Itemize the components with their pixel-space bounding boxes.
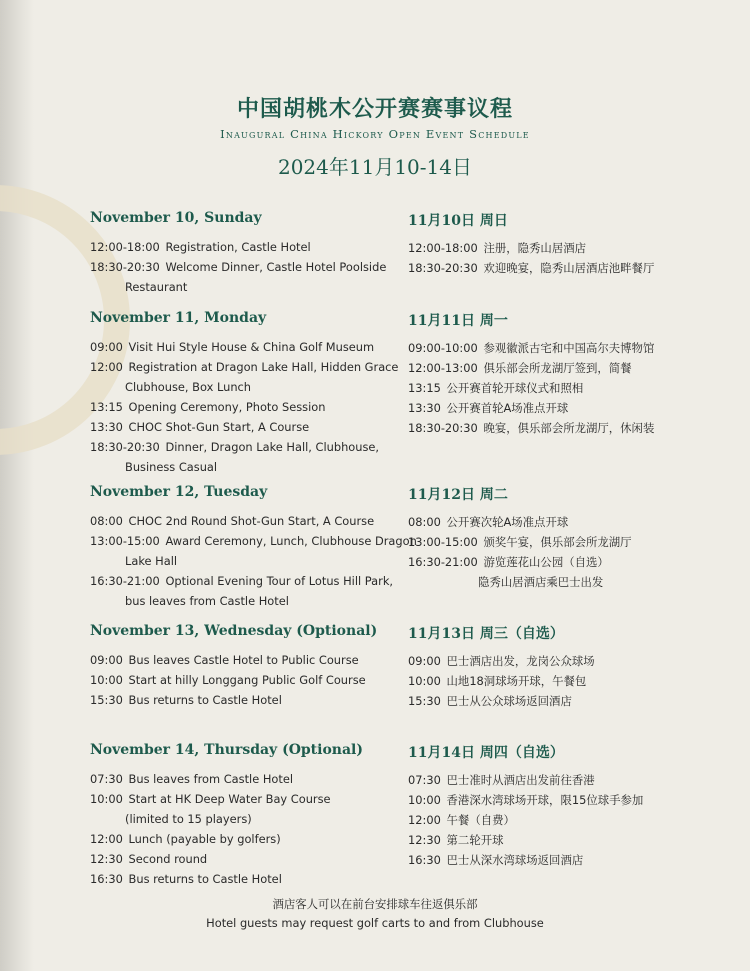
time-label: 12:00 xyxy=(90,360,123,374)
en-schedule-line xyxy=(90,440,379,454)
activity-text: 颁奖午宴，俱乐部会所龙湖厅 xyxy=(483,535,632,549)
activity-text: 巴士从深水湾球场返回酒店 xyxy=(446,853,584,867)
zh-schedule-line xyxy=(408,240,586,256)
zh-schedule-line xyxy=(408,832,504,848)
time-label: 12:30 xyxy=(90,852,123,866)
activity-text: bus leaves from Castle Hotel xyxy=(125,594,289,608)
zh-schedule-line xyxy=(408,534,632,550)
en-schedule-line xyxy=(90,260,386,274)
zh-schedule-line xyxy=(408,792,643,808)
activity-text: Clubhouse, Box Lunch xyxy=(125,380,252,394)
time-label: 09:00 xyxy=(90,340,123,354)
footer-note-chinese: 酒店客人可以在前台安排球车往返俱乐部 xyxy=(272,897,478,911)
zh-schedule-line xyxy=(408,852,583,868)
zh-schedule-line xyxy=(408,400,568,416)
page-edge-shadow xyxy=(0,0,34,971)
time-label: 15:30 xyxy=(90,693,123,707)
activity-text: Visit Hui Style House & China Golf Museum xyxy=(128,340,375,354)
en-day-heading: November 14, Thursday (Optional) xyxy=(90,742,363,758)
en-schedule-line xyxy=(90,792,331,806)
activity-text: 巴士准时从酒店出发前往香港 xyxy=(446,773,595,787)
time-label: 13:30 xyxy=(90,420,123,434)
en-schedule-line xyxy=(90,673,366,687)
time-label: 10:00 xyxy=(90,792,123,806)
time-label: 08:00 xyxy=(90,514,123,528)
activity-text: Dinner, Dragon Lake Hall, Clubhouse, xyxy=(165,440,380,454)
activity-text: Start at HK Deep Water Bay Course xyxy=(128,792,331,806)
time-label: 13:30 xyxy=(408,401,441,415)
en-day-heading: November 10, Sunday xyxy=(90,210,262,226)
en-schedule-line xyxy=(90,360,398,374)
activity-text: Optional Evening Tour of Lotus Hill Park, xyxy=(165,574,394,588)
en-schedule-line xyxy=(90,514,374,528)
en-schedule-line xyxy=(90,420,309,434)
activity-text: 午餐（自费） xyxy=(446,813,515,827)
en-schedule-line xyxy=(125,594,289,608)
en-schedule-line xyxy=(125,380,251,394)
time-label: 16:30 xyxy=(408,853,441,867)
zh-schedule-line xyxy=(408,260,654,276)
zh-schedule-line xyxy=(408,554,609,570)
time-label: 18:30-20:30 xyxy=(408,261,478,275)
activity-text: Lunch (payable by golfers) xyxy=(128,832,281,846)
en-schedule-line xyxy=(90,400,325,414)
zh-day-heading: 11月11日 周一 xyxy=(408,313,508,329)
activity-text: Business Casual xyxy=(125,460,218,474)
en-schedule-line xyxy=(125,280,187,294)
activity-text: Welcome Dinner, Castle Hotel Poolside xyxy=(165,260,387,274)
activity-text: Lake Hall xyxy=(125,554,178,568)
en-schedule-line xyxy=(90,772,293,786)
time-label: 10:00 xyxy=(408,793,441,807)
activity-text: 晚宴，俱乐部会所龙湖厅，休闲装 xyxy=(483,421,655,435)
time-label: 15:30 xyxy=(408,694,441,708)
activity-text: Restaurant xyxy=(125,280,188,294)
en-day-heading: November 11, Monday xyxy=(90,310,267,326)
activity-text: 巴士酒店出发，龙岗公众球场 xyxy=(446,654,595,668)
en-day-heading: November 12, Tuesday xyxy=(90,484,268,500)
en-schedule-line xyxy=(125,460,217,474)
activity-text: Start at hilly Longgang Public Golf Course xyxy=(128,673,366,687)
activity-text: (limited to 15 players) xyxy=(125,812,252,826)
time-label: 10:00 xyxy=(90,673,123,687)
time-label: 12:00 xyxy=(408,813,441,827)
zh-schedule-line xyxy=(408,653,595,669)
activity-text: Bus returns to Castle Hotel xyxy=(128,693,282,707)
time-label: 10:00 xyxy=(408,674,441,688)
activity-text: 俱乐部会所龙湖厅签到，简餐 xyxy=(483,361,632,375)
zh-schedule-line xyxy=(408,673,586,689)
en-schedule-line xyxy=(90,693,282,707)
title-chinese: 中国胡桃木公开赛赛事议程 xyxy=(236,96,513,122)
activity-text: Second round xyxy=(128,852,208,866)
zh-schedule-line xyxy=(408,420,654,436)
time-label: 12:30 xyxy=(408,833,441,847)
time-label: 08:00 xyxy=(408,515,441,529)
en-schedule-line xyxy=(90,240,311,254)
activity-text: 公开赛首轮A场准点开球 xyxy=(446,401,569,415)
en-schedule-line xyxy=(90,534,417,548)
time-label: 13:00-15:00 xyxy=(408,535,478,549)
zh-day-heading: 11月10日 周日 xyxy=(408,213,508,229)
activity-text: Bus leaves Castle Hotel to Public Course xyxy=(128,653,359,667)
activity-text: CHOC 2nd Round Shot-Gun Start, A Course xyxy=(128,514,375,528)
time-label: 18:30-20:30 xyxy=(90,260,160,274)
time-label: 16:30-21:00 xyxy=(90,574,160,588)
activity-text: 第二轮开球 xyxy=(446,833,504,847)
zh-schedule-line xyxy=(408,812,515,828)
en-schedule-line xyxy=(125,812,252,826)
time-label: 07:30 xyxy=(90,772,123,786)
en-schedule-line xyxy=(90,832,281,846)
en-day-heading: November 13, Wednesday (Optional) xyxy=(90,623,378,639)
time-label: 13:15 xyxy=(90,400,123,414)
activity-text: 欢迎晚宴，隐秀山居酒店池畔餐厅 xyxy=(483,261,655,275)
time-label: 12:00-18:00 xyxy=(90,240,160,254)
time-label: 16:30-21:00 xyxy=(408,555,478,569)
time-label: 09:00-10:00 xyxy=(408,341,478,355)
time-label: 12:00-18:00 xyxy=(408,241,478,255)
time-label: 18:30-20:30 xyxy=(408,421,478,435)
time-label: 09:00 xyxy=(408,654,441,668)
activity-text: 隐秀山居酒店乘巴士出发 xyxy=(478,575,604,589)
activity-text: 山地18洞球场开球，午餐包 xyxy=(446,674,587,688)
title-english: Inaugural China Hickory Open Event Schedule xyxy=(220,127,530,141)
zh-schedule-line xyxy=(408,514,568,530)
activity-text: Registration at Dragon Lake Hall, Hidden Grace xyxy=(128,360,399,374)
zh-schedule-line xyxy=(478,574,603,590)
zh-schedule-line xyxy=(408,340,654,356)
time-label: 12:00 xyxy=(90,832,123,846)
activity-text: Bus returns to Castle Hotel xyxy=(128,872,282,886)
footer-note-english: Hotel guests may request golf carts to and from Clubhouse xyxy=(206,916,544,930)
en-schedule-line xyxy=(90,574,393,588)
en-schedule-line xyxy=(90,653,359,667)
time-label: 09:00 xyxy=(90,653,123,667)
time-label: 18:30-20:30 xyxy=(90,440,160,454)
activity-text: 参观徽派古宅和中国高尔夫博物馆 xyxy=(483,341,655,355)
zh-day-heading: 11月14日 周四（自选） xyxy=(408,745,564,761)
zh-schedule-line xyxy=(408,772,595,788)
activity-text: 公开赛首轮开球仪式和照相 xyxy=(446,381,584,395)
en-schedule-line xyxy=(125,554,177,568)
zh-schedule-line xyxy=(408,380,583,396)
activity-text: 游览莲花山公园（自选） xyxy=(483,555,609,569)
activity-text: 注册，隐秀山居酒店 xyxy=(483,241,586,255)
time-label: 12:00-13:00 xyxy=(408,361,478,375)
zh-schedule-line xyxy=(408,693,572,709)
activity-text: Award Ceremony, Lunch, Clubhouse Dragon xyxy=(165,534,417,548)
activity-text: 公开赛次轮A场准点开球 xyxy=(446,515,569,529)
zh-day-heading: 11月12日 周二 xyxy=(408,487,508,503)
activity-text: CHOC Shot-Gun Start, A Course xyxy=(128,420,310,434)
event-dates: 2024年11月10-14日 xyxy=(277,155,472,179)
zh-schedule-line xyxy=(408,360,632,376)
activity-text: Bus leaves from Castle Hotel xyxy=(128,772,294,786)
time-label: 16:30 xyxy=(90,872,123,886)
time-label: 13:15 xyxy=(408,381,441,395)
zh-day-heading: 11月13日 周三（自选） xyxy=(408,626,564,642)
activity-text: 巴士从公众球场返回酒店 xyxy=(446,694,572,708)
en-schedule-line xyxy=(90,340,374,354)
en-schedule-line xyxy=(90,852,207,866)
time-label: 13:00-15:00 xyxy=(90,534,160,548)
time-label: 07:30 xyxy=(408,773,441,787)
en-schedule-line xyxy=(90,872,282,886)
activity-text: Opening Ceremony, Photo Session xyxy=(128,400,326,414)
activity-text: Registration, Castle Hotel xyxy=(165,240,311,254)
activity-text: 香港深水湾球场开球，限15位球手参加 xyxy=(446,793,644,807)
